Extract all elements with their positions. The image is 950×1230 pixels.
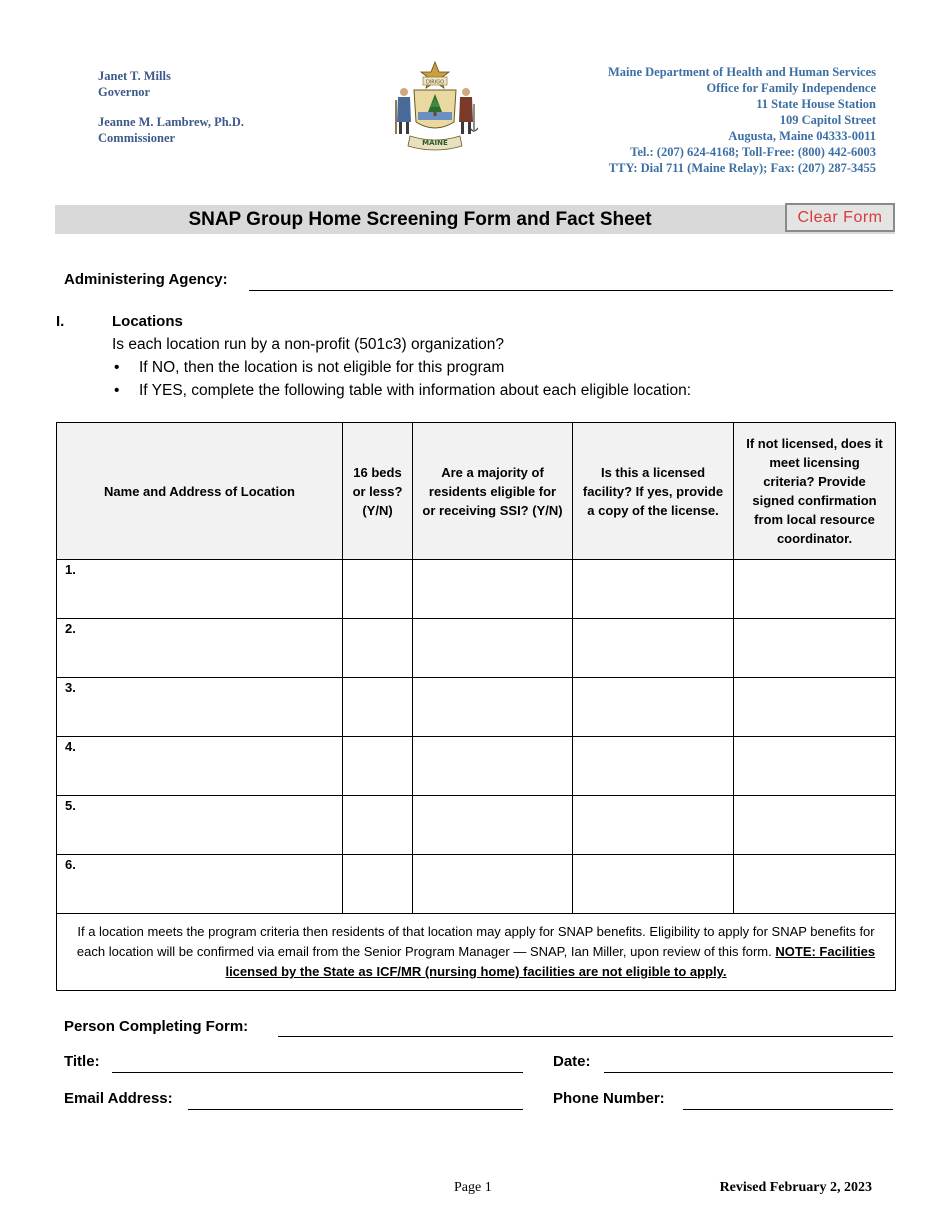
- person-completing-field[interactable]: [278, 1036, 893, 1037]
- page-number: Page 1: [454, 1180, 492, 1195]
- licensed-cell[interactable]: [573, 855, 734, 914]
- seal-banner-text: DIRIGO: [425, 79, 445, 86]
- table-row: [57, 796, 896, 855]
- clear-form-button[interactable]: Clear Form: [785, 203, 895, 232]
- title-label: Title:: [64, 1053, 100, 1070]
- date-field[interactable]: [604, 1072, 893, 1073]
- phone-label: Phone Number:: [553, 1090, 665, 1107]
- table-row: [57, 619, 896, 678]
- department-address-block: [608, 64, 876, 176]
- col-header-ssi: Are a majority of residents eligible for or receiving SSI? (Y/N): [413, 423, 573, 560]
- administering-agency-field[interactable]: [249, 290, 893, 291]
- section-title: Locations: [112, 313, 183, 330]
- col-header-beds: 16 beds or less? (Y/N): [343, 423, 413, 560]
- ssi-cell[interactable]: [413, 678, 573, 737]
- governor-name: Janet T. Mills: [98, 69, 171, 83]
- administering-agency-label: Administering Agency:: [64, 271, 228, 288]
- criteria-cell[interactable]: [734, 678, 896, 737]
- table-header-row: [57, 423, 896, 560]
- email-field[interactable]: [188, 1109, 523, 1110]
- ssi-cell[interactable]: [413, 796, 573, 855]
- col-header-licensed: Is this a licensed facility? If yes, provide a copy of the license.: [573, 423, 734, 560]
- location-name-cell[interactable]: 2.: [57, 619, 343, 678]
- eligibility-note-warning: NOTE: Facilities licensed by the State as ICF/MR (nursing home) facilities are not eligible to apply.: [225, 944, 876, 979]
- criteria-cell[interactable]: [734, 855, 896, 914]
- commissioner-title: Commissioner: [98, 131, 176, 145]
- date-label: Date:: [553, 1053, 591, 1070]
- seal-scroll-text: MAINE: [422, 139, 448, 147]
- table-row: [57, 560, 896, 619]
- bullet-icon: •: [114, 359, 120, 376]
- beds-cell[interactable]: [343, 678, 413, 737]
- bullet-icon: •: [114, 382, 120, 399]
- criteria-cell[interactable]: [734, 560, 896, 619]
- title-field[interactable]: [112, 1072, 523, 1073]
- bullet-item: • If NO, then the location is not eligible for this program: [114, 359, 505, 376]
- beds-cell[interactable]: [343, 737, 413, 796]
- address-line: Augusta, Maine 04333-0011: [728, 129, 876, 143]
- seal-farmer: [397, 97, 411, 122]
- beds-cell[interactable]: [343, 796, 413, 855]
- licensed-cell[interactable]: [573, 619, 734, 678]
- licensed-cell[interactable]: [573, 678, 734, 737]
- ssi-cell[interactable]: [413, 737, 573, 796]
- email-label: Email Address:: [64, 1090, 173, 1107]
- section-number: I.: [56, 313, 65, 330]
- address-line: TTY: Dial 711 (Maine Relay); Fax: (207) 287-3455: [608, 161, 876, 175]
- form-title: SNAP Group Home Screening Form and Fact Sheet: [188, 209, 652, 230]
- col-header-name-address: Name and Address of Location: [57, 423, 343, 560]
- location-name-cell[interactable]: 4.: [57, 737, 343, 796]
- table-row: [57, 855, 896, 914]
- criteria-cell[interactable]: [734, 796, 896, 855]
- bullet-item: • If YES, complete the following table with information about each eligible location:: [114, 382, 692, 399]
- beds-cell[interactable]: [343, 855, 413, 914]
- maine-state-seal: [392, 60, 478, 152]
- eligibility-note: [57, 914, 896, 991]
- beds-cell[interactable]: [343, 560, 413, 619]
- location-name-cell[interactable]: 6.: [57, 855, 343, 914]
- address-line: Tel.: (207) 624-4168; Toll-Free: (800) 442-6003: [630, 145, 876, 159]
- section-question: Is each location run by a non-profit (501c3) organization?: [112, 336, 505, 353]
- beds-cell[interactable]: [343, 619, 413, 678]
- location-name-cell[interactable]: 3.: [57, 678, 343, 737]
- phone-field[interactable]: [683, 1109, 893, 1110]
- locations-table: [56, 422, 896, 991]
- officials-block: [98, 68, 244, 146]
- revision-date: Revised February 2, 2023: [719, 1180, 872, 1195]
- governor-title: Governor: [98, 85, 151, 99]
- seal-sailor: [459, 97, 473, 122]
- address-line: Maine Department of Health and Human Services: [607, 65, 876, 79]
- ssi-cell[interactable]: [413, 619, 573, 678]
- table-row: [57, 678, 896, 737]
- address-line: 109 Capitol Street: [779, 113, 876, 127]
- seal-sailor-head: [462, 88, 470, 96]
- ssi-cell[interactable]: [413, 560, 573, 619]
- seal-farmer-head: [400, 88, 408, 96]
- address-line: 11 State House Station: [756, 97, 876, 111]
- table-row: [57, 737, 896, 796]
- address-line: Office for Family Independence: [706, 81, 876, 95]
- criteria-cell[interactable]: [734, 737, 896, 796]
- ssi-cell[interactable]: [413, 855, 573, 914]
- licensed-cell[interactable]: [573, 560, 734, 619]
- col-header-criteria: If not licensed, does it meet licensing criteria? Provide signed confirmation from local resource coordinator.: [734, 423, 896, 560]
- person-completing-label: Person Completing Form:: [64, 1018, 249, 1035]
- criteria-cell[interactable]: [734, 619, 896, 678]
- table-note-row: [57, 914, 896, 991]
- commissioner-name: Jeanne M. Lambrew, Ph.D.: [98, 115, 244, 129]
- eligibility-note-text: If a location meets the program criteria then residents of that location may apply for SNAP benefits. Eligibility to apply for SNAP benefits for each location will be confirmed via email from the Senior Program Manager — SNAP, Ian Miller, upon review of this form.: [76, 924, 875, 959]
- licensed-cell[interactable]: [573, 737, 734, 796]
- location-name-cell[interactable]: 5.: [57, 796, 343, 855]
- licensed-cell[interactable]: [573, 796, 734, 855]
- location-name-cell[interactable]: 1.: [57, 560, 343, 619]
